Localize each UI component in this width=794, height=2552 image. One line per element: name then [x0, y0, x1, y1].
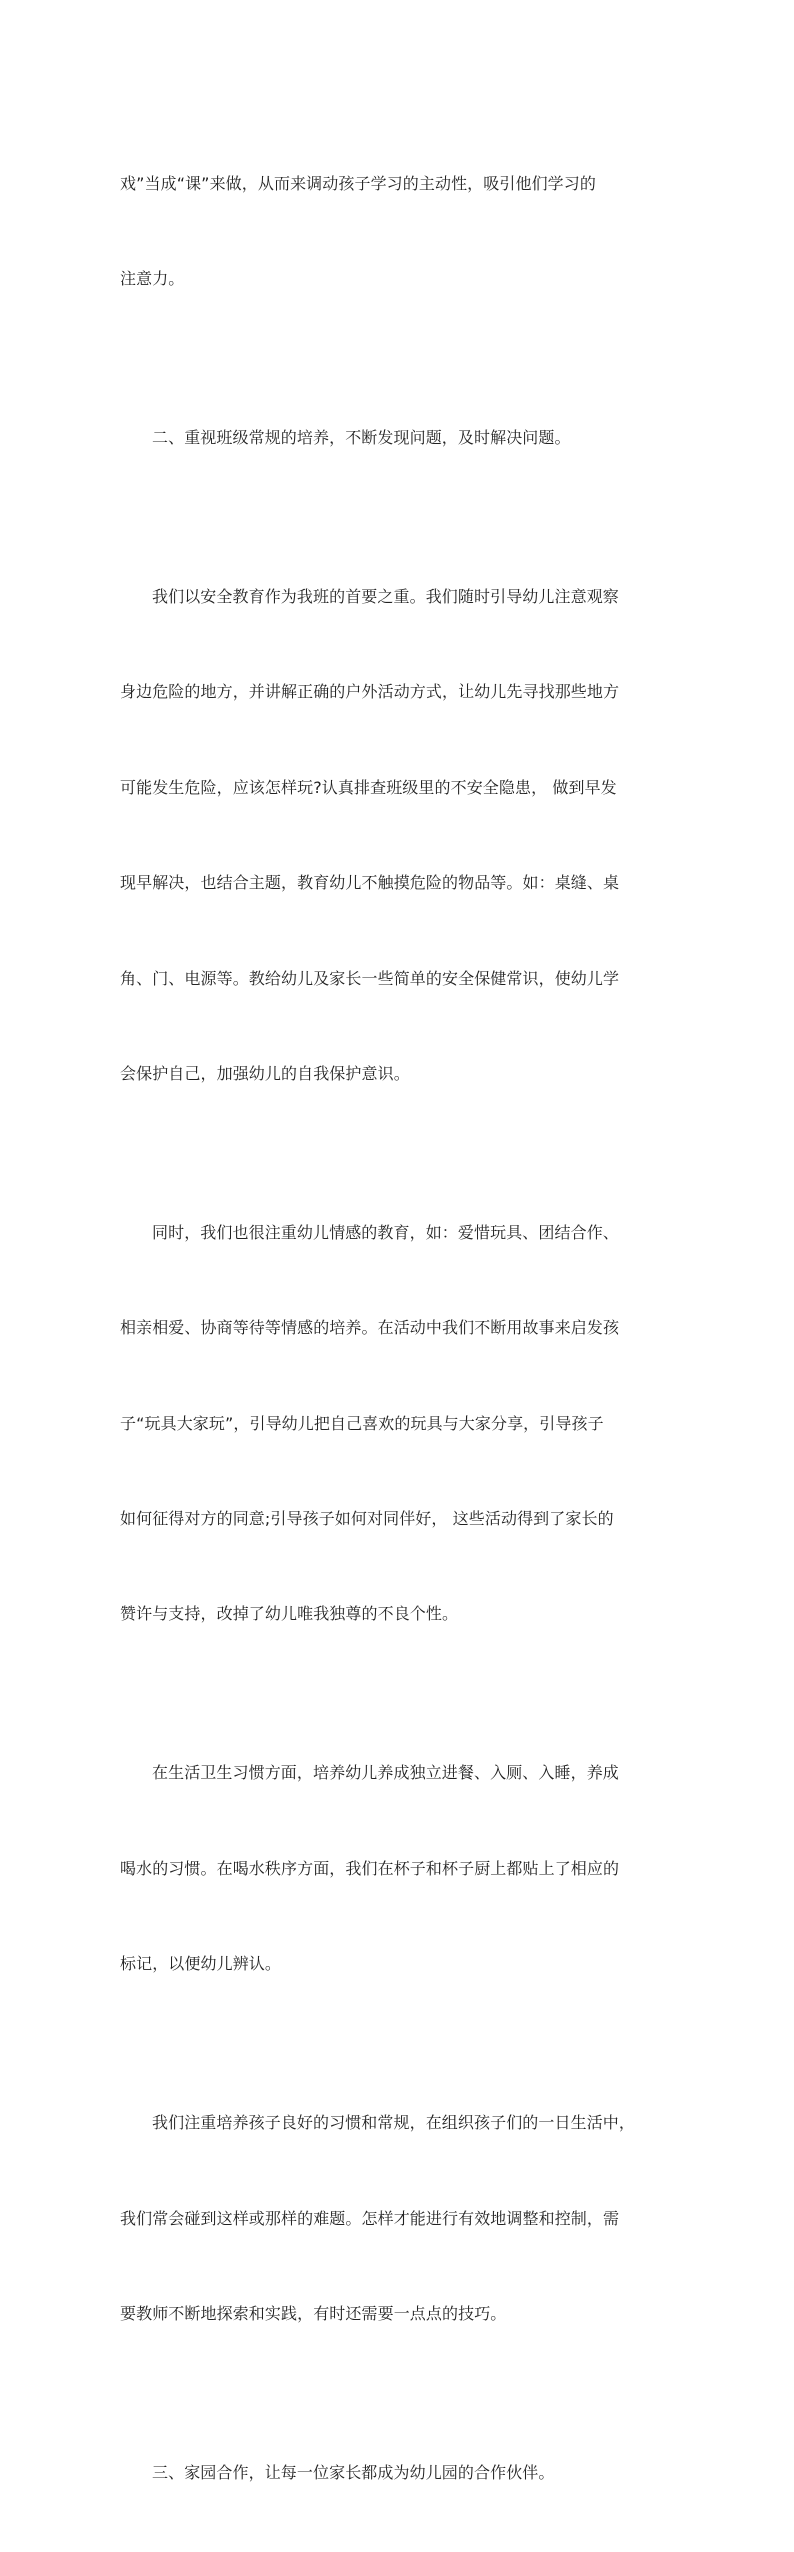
- paragraph-line: 可能发生危险，应该怎样玩?认真排查班级里的不安全隐患， 做到早发: [120, 777, 617, 797]
- paragraph-line: 身边危险的地方，并讲解正确的户外活动方式，让幼儿先寻找那些地方: [120, 682, 620, 702]
- paragraph-line: 注意力。: [120, 268, 185, 288]
- document-body: [120, 104, 674, 2552]
- paragraph-emotion: [120, 1153, 674, 1694]
- paragraph-hygiene: [120, 1694, 674, 2044]
- heading-line: 二、重视班级常规的培养，不断发现问题，及时解决问题。: [152, 427, 571, 447]
- paragraph-line: 要教师不断地探索和实践，有时还需要一点点的技巧。: [120, 2303, 507, 2323]
- paragraph-line: 相亲相爱、协商等待等情感的培养。在活动中我们不断用故事来启发孩: [120, 1318, 620, 1338]
- paragraph-line: 赞许与支持，改掉了幼儿唯我独尊的不良个性。: [120, 1604, 459, 1624]
- paragraph-habits: [120, 2044, 674, 2394]
- paragraph-line: 戏”当成“课”来做，从而来调动孩子学习的主动性，吸引他们学习的: [120, 173, 596, 193]
- heading-line: 三、家园合作，让每一位家长都成为幼儿园的合作伙伴。: [152, 2462, 555, 2482]
- paragraph-line: 同时，我们也很注重幼儿情感的教育，如：爱惜玩具、团结合作、: [152, 1222, 619, 1242]
- paragraph-safety: [120, 517, 674, 1153]
- paragraph-line: 我们注重培养孩子良好的习惯和常规，在组织孩子们的一日生活中，: [152, 2113, 636, 2133]
- paragraph-line: 我们常会碰到这样或那样的难题。怎样才能进行有效地调整和控制，需: [120, 2208, 620, 2228]
- paragraph-line: 会保护自己，加强幼儿的自我保护意识。: [120, 1063, 410, 1083]
- section-heading-2: [120, 358, 674, 517]
- paragraph-line: 现早解决，也结合主题，教育幼儿不触摸危险的物品等。如：桌缝、桌: [120, 873, 620, 893]
- paragraph-1: [120, 104, 674, 358]
- paragraph-line: 标记，以便幼儿辨认。: [120, 1954, 282, 1974]
- section-heading-3: [120, 2393, 674, 2552]
- paragraph-line: 如何征得对方的同意;引导孩子如何对同伴好， 这些活动得到了家长的: [120, 1509, 614, 1529]
- paragraph-line: 喝水的习惯。在喝水秩序方面，我们在杯子和杯子厨上都贴上了相应的: [120, 1858, 620, 1878]
- paragraph-line: 我们以安全教育作为我班的首要之重。我们随时引导幼儿注意观察: [152, 586, 619, 606]
- paragraph-line: 子“玩具大家玩”，引导幼儿把自己喜欢的玩具与大家分享，引导孩子: [120, 1413, 604, 1433]
- paragraph-line: 角、门、电源等。教给幼儿及家长一些简单的安全保健常识，使幼儿学: [120, 968, 620, 988]
- paragraph-line: 在生活卫生习惯方面，培养幼儿养成独立进餐、入厕、入睡，养成: [152, 1763, 619, 1783]
